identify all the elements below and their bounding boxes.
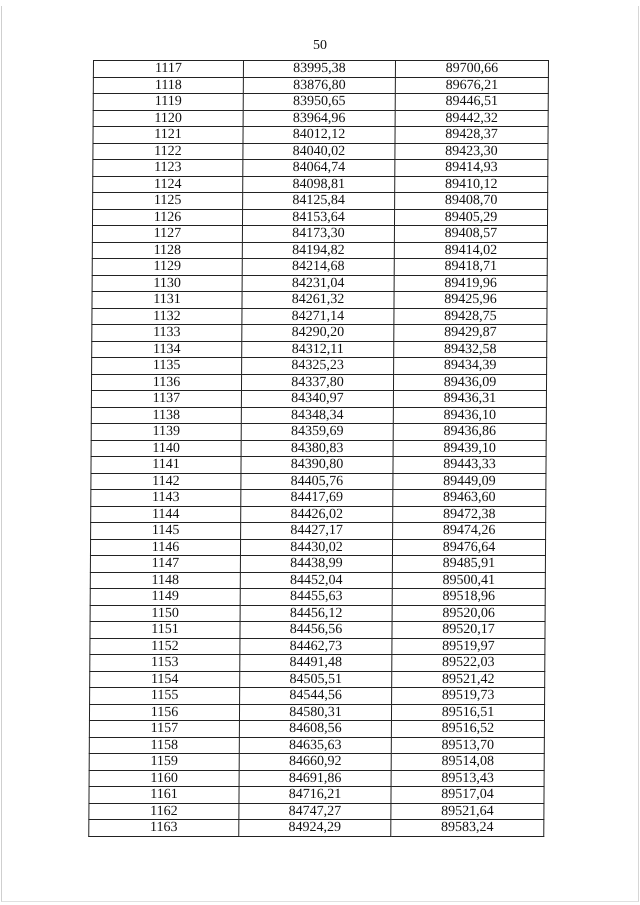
table-row — [93, 110, 548, 127]
point-number-cell: 1136 — [91, 374, 241, 391]
y-coordinate-cell: 89414,93 — [395, 160, 548, 177]
x-coordinate-cell: 84544,56 — [240, 688, 392, 705]
table-row — [93, 61, 548, 78]
table-row — [89, 721, 544, 738]
x-coordinate-cell: 84214,68 — [242, 259, 394, 276]
y-coordinate-cell: 89428,75 — [394, 308, 547, 325]
y-coordinate-cell: 89676,21 — [395, 77, 548, 94]
table-row — [93, 94, 548, 111]
point-number-cell: 1141 — [91, 457, 241, 474]
table-row — [93, 127, 548, 144]
y-coordinate-cell: 89436,86 — [393, 424, 546, 441]
x-coordinate-cell: 84153,64 — [242, 209, 394, 226]
y-coordinate-cell: 89520,17 — [392, 622, 545, 639]
y-coordinate-cell: 89519,73 — [392, 688, 545, 705]
point-number-cell: 1134 — [92, 341, 242, 358]
x-coordinate-cell: 84312,11 — [242, 341, 394, 358]
x-coordinate-cell: 84194,82 — [242, 242, 394, 259]
point-number-cell: 1118 — [93, 77, 243, 94]
point-number-cell: 1154 — [90, 671, 240, 688]
table-row — [89, 770, 544, 787]
point-number-cell: 1151 — [90, 622, 240, 639]
table-row — [90, 539, 545, 556]
y-coordinate-cell: 89434,39 — [394, 358, 547, 375]
y-coordinate-cell: 89443,33 — [393, 457, 546, 474]
y-coordinate-cell: 89472,38 — [393, 506, 546, 523]
y-coordinate-cell: 89439,10 — [393, 440, 546, 457]
point-number-cell: 1119 — [93, 94, 243, 111]
x-coordinate-cell: 84261,32 — [242, 292, 394, 309]
y-coordinate-cell: 89522,03 — [392, 655, 545, 672]
point-number-cell: 1161 — [89, 787, 239, 804]
table-row — [89, 787, 544, 804]
y-coordinate-cell: 89520,06 — [392, 605, 545, 622]
x-coordinate-cell: 84040,02 — [243, 143, 395, 160]
y-coordinate-cell: 89516,51 — [391, 704, 544, 721]
x-coordinate-cell: 84426,02 — [241, 506, 393, 523]
x-coordinate-cell: 84098,81 — [243, 176, 395, 193]
point-number-cell: 1158 — [89, 737, 239, 754]
x-coordinate-cell: 84456,56 — [240, 622, 392, 639]
table-row — [92, 209, 547, 226]
point-number-cell: 1156 — [89, 704, 239, 721]
table-row — [90, 655, 545, 672]
y-coordinate-cell: 89423,30 — [395, 143, 548, 160]
point-number-cell: 1138 — [91, 407, 241, 424]
y-coordinate-cell: 89432,58 — [394, 341, 547, 358]
point-number-cell: 1144 — [91, 506, 241, 523]
coordinates-table-body — [89, 61, 549, 837]
point-number-cell: 1149 — [90, 589, 240, 606]
y-coordinate-cell: 89410,12 — [395, 176, 548, 193]
point-number-cell: 1123 — [93, 160, 243, 177]
table-row — [91, 457, 546, 474]
table-row — [90, 638, 545, 655]
x-coordinate-cell: 84430,02 — [240, 539, 392, 556]
y-coordinate-cell: 89521,64 — [391, 803, 544, 820]
y-coordinate-cell: 89519,97 — [392, 638, 545, 655]
y-coordinate-cell: 89418,71 — [394, 259, 547, 276]
point-number-cell: 1159 — [89, 754, 239, 771]
y-coordinate-cell: 89463,60 — [393, 490, 546, 507]
table-row — [89, 820, 544, 837]
table-row — [92, 341, 547, 358]
x-coordinate-cell: 84505,51 — [240, 671, 392, 688]
table-row — [89, 737, 544, 754]
table-row — [91, 523, 546, 540]
table-row — [90, 671, 545, 688]
y-coordinate-cell: 89408,70 — [395, 193, 548, 210]
table-row — [92, 226, 547, 243]
x-coordinate-cell: 84173,30 — [242, 226, 394, 243]
x-coordinate-cell: 84747,27 — [239, 803, 391, 820]
y-coordinate-cell: 89513,43 — [391, 770, 544, 787]
table-row — [91, 490, 546, 507]
y-coordinate-cell: 89436,31 — [393, 391, 546, 408]
point-number-cell: 1133 — [92, 325, 242, 342]
point-number-cell: 1140 — [91, 440, 241, 457]
point-number-cell: 1121 — [93, 127, 243, 144]
point-number-cell: 1139 — [91, 424, 241, 441]
y-coordinate-cell: 89446,51 — [395, 94, 548, 111]
table-row — [90, 589, 545, 606]
y-coordinate-cell: 89583,24 — [391, 820, 544, 837]
x-coordinate-cell: 84455,63 — [240, 589, 392, 606]
x-coordinate-cell: 84271,14 — [242, 308, 394, 325]
point-number-cell: 1127 — [92, 226, 242, 243]
y-coordinate-cell: 89516,52 — [391, 721, 544, 738]
x-coordinate-cell: 84491,48 — [240, 655, 392, 672]
x-coordinate-cell: 84452,04 — [240, 572, 392, 589]
x-coordinate-cell: 84380,83 — [241, 440, 393, 457]
table-row — [93, 176, 548, 193]
x-coordinate-cell: 84064,74 — [243, 160, 395, 177]
table-row — [89, 754, 544, 771]
x-coordinate-cell: 84691,86 — [239, 770, 391, 787]
y-coordinate-cell: 89449,09 — [393, 473, 546, 490]
point-number-cell: 1162 — [89, 803, 239, 820]
x-coordinate-cell: 84012,12 — [243, 127, 395, 144]
y-coordinate-cell: 89521,42 — [392, 671, 545, 688]
x-coordinate-cell: 84427,17 — [241, 523, 393, 540]
y-coordinate-cell: 89419,96 — [394, 275, 547, 292]
coordinates-table — [88, 60, 549, 837]
point-number-cell: 1157 — [89, 721, 239, 738]
table-row — [93, 77, 548, 94]
x-coordinate-cell: 84340,97 — [241, 391, 393, 408]
point-number-cell: 1160 — [89, 770, 239, 787]
x-coordinate-cell: 84348,34 — [241, 407, 393, 424]
x-coordinate-cell: 84231,04 — [242, 275, 394, 292]
x-coordinate-cell: 84359,69 — [241, 424, 393, 441]
y-coordinate-cell: 89485,91 — [392, 556, 545, 573]
table-row — [90, 605, 545, 622]
table-row — [92, 358, 547, 375]
y-coordinate-cell: 89513,70 — [391, 737, 544, 754]
point-number-cell: 1145 — [91, 523, 241, 540]
point-number-cell: 1126 — [92, 209, 242, 226]
x-coordinate-cell: 84716,21 — [239, 787, 391, 804]
table-row — [91, 506, 546, 523]
table-row — [92, 325, 547, 342]
x-coordinate-cell: 84608,56 — [239, 721, 391, 738]
y-coordinate-cell: 89428,37 — [395, 127, 548, 144]
table-row — [90, 572, 545, 589]
table-row — [91, 473, 546, 490]
point-number-cell: 1124 — [93, 176, 243, 193]
point-number-cell: 1122 — [93, 143, 243, 160]
point-number-cell: 1147 — [90, 556, 240, 573]
table-row — [90, 622, 545, 639]
x-coordinate-cell: 84580,31 — [239, 704, 391, 721]
point-number-cell: 1153 — [90, 655, 240, 672]
x-coordinate-cell: 84405,76 — [241, 473, 393, 490]
table-row — [92, 292, 547, 309]
y-coordinate-cell: 89429,87 — [394, 325, 547, 342]
y-coordinate-cell: 89425,96 — [394, 292, 547, 309]
table-row — [89, 803, 544, 820]
point-number-cell: 1143 — [91, 490, 241, 507]
table-row — [93, 143, 548, 160]
y-coordinate-cell: 89436,10 — [393, 407, 546, 424]
point-number-cell: 1163 — [89, 820, 239, 837]
y-coordinate-cell: 89476,64 — [392, 539, 545, 556]
y-coordinate-cell: 89442,32 — [395, 110, 548, 127]
x-coordinate-cell: 84462,73 — [240, 638, 392, 655]
y-coordinate-cell: 89414,02 — [394, 242, 547, 259]
x-coordinate-cell: 84924,29 — [239, 820, 391, 837]
table-row — [92, 308, 547, 325]
point-number-cell: 1135 — [92, 358, 242, 375]
table-row — [91, 440, 546, 457]
point-number-cell: 1120 — [93, 110, 243, 127]
x-coordinate-cell: 84417,69 — [241, 490, 393, 507]
point-number-cell: 1137 — [91, 391, 241, 408]
x-coordinate-cell: 83876,80 — [243, 77, 395, 94]
table-row — [89, 704, 544, 721]
point-number-cell: 1152 — [90, 638, 240, 655]
table-row — [90, 688, 545, 705]
point-number-cell: 1131 — [92, 292, 242, 309]
point-number-cell: 1130 — [92, 275, 242, 292]
y-coordinate-cell: 89405,29 — [394, 209, 547, 226]
y-coordinate-cell: 89500,41 — [392, 572, 545, 589]
point-number-cell: 1132 — [92, 308, 242, 325]
point-number-cell: 1117 — [93, 61, 243, 78]
x-coordinate-cell: 84325,23 — [242, 358, 394, 375]
y-coordinate-cell: 89408,57 — [394, 226, 547, 243]
y-coordinate-cell: 89514,08 — [391, 754, 544, 771]
y-coordinate-cell: 89700,66 — [395, 61, 548, 78]
x-coordinate-cell: 84290,20 — [242, 325, 394, 342]
point-number-cell: 1148 — [90, 572, 240, 589]
table-row — [91, 424, 546, 441]
y-coordinate-cell: 89517,04 — [391, 787, 544, 804]
x-coordinate-cell: 84635,63 — [239, 737, 391, 754]
y-coordinate-cell: 89474,26 — [393, 523, 546, 540]
y-coordinate-cell: 89518,96 — [392, 589, 545, 606]
y-coordinate-cell: 89436,09 — [393, 374, 546, 391]
point-number-cell: 1155 — [90, 688, 240, 705]
point-number-cell: 1129 — [92, 259, 242, 276]
x-coordinate-cell: 83995,38 — [243, 61, 395, 78]
table-row — [91, 391, 546, 408]
table-row — [92, 242, 547, 259]
table-row — [90, 556, 545, 573]
x-coordinate-cell: 84125,84 — [243, 193, 395, 210]
point-number-cell: 1146 — [90, 539, 240, 556]
x-coordinate-cell: 84337,80 — [241, 374, 393, 391]
table-row — [91, 407, 546, 424]
table-row — [92, 275, 547, 292]
point-number-cell: 1142 — [91, 473, 241, 490]
x-coordinate-cell: 84438,99 — [240, 556, 392, 573]
table-row — [93, 160, 548, 177]
point-number-cell: 1125 — [93, 193, 243, 210]
x-coordinate-cell: 83950,65 — [243, 94, 395, 111]
page-number: 50 — [313, 38, 327, 53]
table-row — [91, 374, 546, 391]
x-coordinate-cell: 83964,96 — [243, 110, 395, 127]
table-row — [93, 193, 548, 210]
point-number-cell: 1128 — [92, 242, 242, 259]
x-coordinate-cell: 84390,80 — [241, 457, 393, 474]
x-coordinate-cell: 84456,12 — [240, 605, 392, 622]
table-row — [92, 259, 547, 276]
x-coordinate-cell: 84660,92 — [239, 754, 391, 771]
point-number-cell: 1150 — [90, 605, 240, 622]
